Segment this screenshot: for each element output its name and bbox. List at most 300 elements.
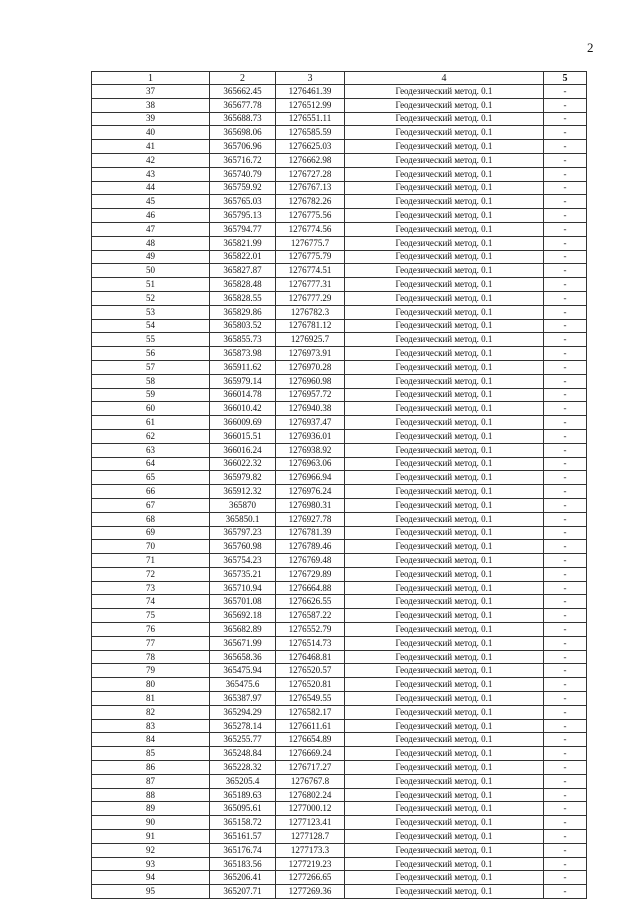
method-accuracy-cell: Геодезический метод. 0.1 bbox=[345, 416, 544, 430]
x-coordinate-cell: 365698.06 bbox=[210, 126, 276, 140]
x-coordinate-cell: 365979.82 bbox=[210, 471, 276, 485]
method-accuracy-cell: Геодезический метод. 0.1 bbox=[345, 167, 544, 181]
table-row bbox=[92, 498, 587, 512]
method-accuracy-cell: Геодезический метод. 0.1 bbox=[345, 278, 544, 292]
description-cell: - bbox=[544, 429, 587, 443]
point-number-cell: 50 bbox=[92, 264, 210, 278]
x-coordinate-cell: 365387.97 bbox=[210, 692, 276, 706]
point-number-cell: 54 bbox=[92, 319, 210, 333]
description-cell: - bbox=[544, 416, 587, 430]
y-coordinate-cell: 1276669.24 bbox=[276, 747, 345, 761]
point-number-cell: 39 bbox=[92, 112, 210, 126]
table-row bbox=[92, 402, 587, 416]
method-accuracy-cell: Геодезический метод. 0.1 bbox=[345, 485, 544, 499]
point-number-cell: 87 bbox=[92, 774, 210, 788]
method-accuracy-cell: Геодезический метод. 0.1 bbox=[345, 650, 544, 664]
point-number-cell: 78 bbox=[92, 650, 210, 664]
table-row bbox=[92, 554, 587, 568]
point-number-cell: 74 bbox=[92, 595, 210, 609]
y-coordinate-cell: 1276717.27 bbox=[276, 761, 345, 775]
y-coordinate-cell: 1276781.12 bbox=[276, 319, 345, 333]
point-number-cell: 90 bbox=[92, 816, 210, 830]
description-cell: - bbox=[544, 153, 587, 167]
table-row bbox=[92, 443, 587, 457]
point-number-cell: 48 bbox=[92, 236, 210, 250]
table-row bbox=[92, 705, 587, 719]
x-coordinate-cell: 365294.29 bbox=[210, 705, 276, 719]
method-accuracy-cell: Геодезический метод. 0.1 bbox=[345, 112, 544, 126]
x-coordinate-cell: 365765.03 bbox=[210, 195, 276, 209]
description-cell: - bbox=[544, 374, 587, 388]
description-cell: - bbox=[544, 471, 587, 485]
method-accuracy-cell: Геодезический метод. 0.1 bbox=[345, 374, 544, 388]
description-cell: - bbox=[544, 98, 587, 112]
y-coordinate-cell: 1276552.79 bbox=[276, 623, 345, 637]
table-row bbox=[92, 857, 587, 871]
x-coordinate-cell: 365855.73 bbox=[210, 333, 276, 347]
table-row bbox=[92, 195, 587, 209]
x-coordinate-cell: 365803.52 bbox=[210, 319, 276, 333]
column-header-3: 3 bbox=[276, 72, 345, 85]
point-number-cell: 69 bbox=[92, 526, 210, 540]
table-row bbox=[92, 664, 587, 678]
y-coordinate-cell: 1276774.51 bbox=[276, 264, 345, 278]
y-coordinate-cell: 1276461.39 bbox=[276, 85, 345, 99]
method-accuracy-cell: Геодезический метод. 0.1 bbox=[345, 98, 544, 112]
page-number: 2 bbox=[587, 40, 594, 55]
y-coordinate-cell: 1276777.29 bbox=[276, 291, 345, 305]
table-row bbox=[92, 388, 587, 402]
point-number-cell: 79 bbox=[92, 664, 210, 678]
y-coordinate-cell: 1276512.99 bbox=[276, 98, 345, 112]
table-row bbox=[92, 526, 587, 540]
y-coordinate-cell: 1276938.92 bbox=[276, 443, 345, 457]
method-accuracy-cell: Геодезический метод. 0.1 bbox=[345, 871, 544, 885]
method-accuracy-cell: Геодезический метод. 0.1 bbox=[345, 554, 544, 568]
x-coordinate-cell: 365794.77 bbox=[210, 222, 276, 236]
method-accuracy-cell: Геодезический метод. 0.1 bbox=[345, 719, 544, 733]
method-accuracy-cell: Геодезический метод. 0.1 bbox=[345, 181, 544, 195]
table-row bbox=[92, 733, 587, 747]
y-coordinate-cell: 1276976.24 bbox=[276, 485, 345, 499]
description-cell: - bbox=[544, 554, 587, 568]
description-cell: - bbox=[544, 857, 587, 871]
point-number-cell: 67 bbox=[92, 498, 210, 512]
table-row bbox=[92, 429, 587, 443]
table-row bbox=[92, 291, 587, 305]
point-number-cell: 55 bbox=[92, 333, 210, 347]
x-coordinate-cell: 365205.4 bbox=[210, 774, 276, 788]
y-coordinate-cell: 1276782.3 bbox=[276, 305, 345, 319]
point-number-cell: 40 bbox=[92, 126, 210, 140]
table-header bbox=[92, 72, 587, 85]
method-accuracy-cell: Геодезический метод. 0.1 bbox=[345, 140, 544, 154]
y-coordinate-cell: 1276587.22 bbox=[276, 609, 345, 623]
table-row bbox=[92, 609, 587, 623]
description-cell: - bbox=[544, 843, 587, 857]
y-coordinate-cell: 1276970.28 bbox=[276, 360, 345, 374]
y-coordinate-cell: 1276585.59 bbox=[276, 126, 345, 140]
method-accuracy-cell: Геодезический метод. 0.1 bbox=[345, 540, 544, 554]
y-coordinate-cell: 1276625.03 bbox=[276, 140, 345, 154]
column-header-1: 1 bbox=[92, 72, 210, 85]
point-number-cell: 56 bbox=[92, 347, 210, 361]
description-cell: - bbox=[544, 167, 587, 181]
point-number-cell: 81 bbox=[92, 692, 210, 706]
table-row bbox=[92, 623, 587, 637]
description-cell: - bbox=[544, 761, 587, 775]
method-accuracy-cell: Геодезический метод. 0.1 bbox=[345, 788, 544, 802]
method-accuracy-cell: Геодезический метод. 0.1 bbox=[345, 664, 544, 678]
x-coordinate-cell: 365161.57 bbox=[210, 830, 276, 844]
point-number-cell: 45 bbox=[92, 195, 210, 209]
method-accuracy-cell: Геодезический метод. 0.1 bbox=[345, 526, 544, 540]
x-coordinate-cell: 366016.24 bbox=[210, 443, 276, 457]
method-accuracy-cell: Геодезический метод. 0.1 bbox=[345, 816, 544, 830]
table-row bbox=[92, 802, 587, 816]
y-coordinate-cell: 1276781.39 bbox=[276, 526, 345, 540]
table-row bbox=[92, 85, 587, 99]
table-row bbox=[92, 816, 587, 830]
description-cell: - bbox=[544, 609, 587, 623]
description-cell: - bbox=[544, 485, 587, 499]
method-accuracy-cell: Геодезический метод. 0.1 bbox=[345, 153, 544, 167]
method-accuracy-cell: Геодезический метод. 0.1 bbox=[345, 209, 544, 223]
table-row bbox=[92, 222, 587, 236]
method-accuracy-cell: Геодезический метод. 0.1 bbox=[345, 705, 544, 719]
x-coordinate-cell: 365827.87 bbox=[210, 264, 276, 278]
table-row bbox=[92, 843, 587, 857]
header-row bbox=[92, 72, 587, 85]
description-cell: - bbox=[544, 347, 587, 361]
point-number-cell: 37 bbox=[92, 85, 210, 99]
table-row bbox=[92, 98, 587, 112]
y-coordinate-cell: 1277173.3 bbox=[276, 843, 345, 857]
y-coordinate-cell: 1276957.72 bbox=[276, 388, 345, 402]
x-coordinate-cell: 365206.41 bbox=[210, 871, 276, 885]
x-coordinate-cell: 365662.45 bbox=[210, 85, 276, 99]
x-coordinate-cell: 365716.72 bbox=[210, 153, 276, 167]
y-coordinate-cell: 1277128.7 bbox=[276, 830, 345, 844]
method-accuracy-cell: Геодезический метод. 0.1 bbox=[345, 609, 544, 623]
description-cell: - bbox=[544, 402, 587, 416]
y-coordinate-cell: 1276963.06 bbox=[276, 457, 345, 471]
x-coordinate-cell: 365688.73 bbox=[210, 112, 276, 126]
point-number-cell: 53 bbox=[92, 305, 210, 319]
y-coordinate-cell: 1276775.79 bbox=[276, 250, 345, 264]
description-cell: - bbox=[544, 830, 587, 844]
method-accuracy-cell: Геодезический метод. 0.1 bbox=[345, 512, 544, 526]
table-row bbox=[92, 264, 587, 278]
method-accuracy-cell: Геодезический метод. 0.1 bbox=[345, 333, 544, 347]
description-cell: - bbox=[544, 636, 587, 650]
y-coordinate-cell: 1276520.57 bbox=[276, 664, 345, 678]
point-number-cell: 49 bbox=[92, 250, 210, 264]
method-accuracy-cell: Геодезический метод. 0.1 bbox=[345, 692, 544, 706]
y-coordinate-cell: 1276775.7 bbox=[276, 236, 345, 250]
point-number-cell: 63 bbox=[92, 443, 210, 457]
y-coordinate-cell: 1276960.98 bbox=[276, 374, 345, 388]
description-cell: - bbox=[544, 360, 587, 374]
description-cell: - bbox=[544, 250, 587, 264]
y-coordinate-cell: 1276582.17 bbox=[276, 705, 345, 719]
method-accuracy-cell: Геодезический метод. 0.1 bbox=[345, 498, 544, 512]
y-coordinate-cell: 1276551.11 bbox=[276, 112, 345, 126]
x-coordinate-cell: 365821.99 bbox=[210, 236, 276, 250]
x-coordinate-cell: 365759.92 bbox=[210, 181, 276, 195]
method-accuracy-cell: Геодезический метод. 0.1 bbox=[345, 595, 544, 609]
table-row bbox=[92, 140, 587, 154]
point-number-cell: 73 bbox=[92, 581, 210, 595]
x-coordinate-cell: 365795.13 bbox=[210, 209, 276, 223]
table-row bbox=[92, 761, 587, 775]
x-coordinate-cell: 365248.84 bbox=[210, 747, 276, 761]
x-coordinate-cell: 365658.36 bbox=[210, 650, 276, 664]
point-number-cell: 71 bbox=[92, 554, 210, 568]
x-coordinate-cell: 365828.48 bbox=[210, 278, 276, 292]
description-cell: - bbox=[544, 678, 587, 692]
method-accuracy-cell: Геодезический метод. 0.1 bbox=[345, 236, 544, 250]
table-row bbox=[92, 374, 587, 388]
method-accuracy-cell: Геодезический метод. 0.1 bbox=[345, 747, 544, 761]
description-cell: - bbox=[544, 802, 587, 816]
method-accuracy-cell: Геодезический метод. 0.1 bbox=[345, 733, 544, 747]
y-coordinate-cell: 1276520.81 bbox=[276, 678, 345, 692]
x-coordinate-cell: 365176.74 bbox=[210, 843, 276, 857]
table-row bbox=[92, 567, 587, 581]
y-coordinate-cell: 1276980.31 bbox=[276, 498, 345, 512]
description-cell: - bbox=[544, 278, 587, 292]
x-coordinate-cell: 365701.08 bbox=[210, 595, 276, 609]
table-row bbox=[92, 830, 587, 844]
y-coordinate-cell: 1276468.81 bbox=[276, 650, 345, 664]
x-coordinate-cell: 365475.6 bbox=[210, 678, 276, 692]
column-header-4: 4 bbox=[345, 72, 544, 85]
point-number-cell: 42 bbox=[92, 153, 210, 167]
point-number-cell: 58 bbox=[92, 374, 210, 388]
description-cell: - bbox=[544, 333, 587, 347]
x-coordinate-cell: 365475.94 bbox=[210, 664, 276, 678]
point-number-cell: 83 bbox=[92, 719, 210, 733]
point-number-cell: 51 bbox=[92, 278, 210, 292]
table-row bbox=[92, 636, 587, 650]
coordinates-table bbox=[91, 71, 587, 899]
description-cell: - bbox=[544, 388, 587, 402]
description-cell: - bbox=[544, 85, 587, 99]
table-row bbox=[92, 333, 587, 347]
description-cell: - bbox=[544, 774, 587, 788]
table-row bbox=[92, 719, 587, 733]
method-accuracy-cell: Геодезический метод. 0.1 bbox=[345, 291, 544, 305]
table-row bbox=[92, 167, 587, 181]
description-cell: - bbox=[544, 512, 587, 526]
method-accuracy-cell: Геодезический метод. 0.1 bbox=[345, 830, 544, 844]
method-accuracy-cell: Геодезический метод. 0.1 bbox=[345, 443, 544, 457]
method-accuracy-cell: Геодезический метод. 0.1 bbox=[345, 429, 544, 443]
table-row bbox=[92, 747, 587, 761]
point-number-cell: 68 bbox=[92, 512, 210, 526]
x-coordinate-cell: 365829.86 bbox=[210, 305, 276, 319]
table-row bbox=[92, 153, 587, 167]
x-coordinate-cell: 366014.78 bbox=[210, 388, 276, 402]
y-coordinate-cell: 1276662.98 bbox=[276, 153, 345, 167]
x-coordinate-cell: 365760.98 bbox=[210, 540, 276, 554]
description-cell: - bbox=[544, 126, 587, 140]
y-coordinate-cell: 1276927.78 bbox=[276, 512, 345, 526]
x-coordinate-cell: 365873.98 bbox=[210, 347, 276, 361]
y-coordinate-cell: 1276767.13 bbox=[276, 181, 345, 195]
description-cell: - bbox=[544, 264, 587, 278]
description-cell: - bbox=[544, 526, 587, 540]
point-number-cell: 59 bbox=[92, 388, 210, 402]
description-cell: - bbox=[544, 885, 587, 899]
y-coordinate-cell: 1276769.48 bbox=[276, 554, 345, 568]
x-coordinate-cell: 365692.18 bbox=[210, 609, 276, 623]
point-number-cell: 77 bbox=[92, 636, 210, 650]
description-cell: - bbox=[544, 140, 587, 154]
x-coordinate-cell: 365706.96 bbox=[210, 140, 276, 154]
method-accuracy-cell: Геодезический метод. 0.1 bbox=[345, 857, 544, 871]
method-accuracy-cell: Геодезический метод. 0.1 bbox=[345, 360, 544, 374]
y-coordinate-cell: 1276514.73 bbox=[276, 636, 345, 650]
point-number-cell: 86 bbox=[92, 761, 210, 775]
table-row bbox=[92, 692, 587, 706]
x-coordinate-cell: 365095.61 bbox=[210, 802, 276, 816]
y-coordinate-cell: 1277269.36 bbox=[276, 885, 345, 899]
x-coordinate-cell: 365870 bbox=[210, 498, 276, 512]
x-coordinate-cell: 365189.63 bbox=[210, 788, 276, 802]
description-cell: - bbox=[544, 871, 587, 885]
table-row bbox=[92, 112, 587, 126]
description-cell: - bbox=[544, 705, 587, 719]
y-coordinate-cell: 1276727.28 bbox=[276, 167, 345, 181]
x-coordinate-cell: 365228.32 bbox=[210, 761, 276, 775]
x-coordinate-cell: 365911.62 bbox=[210, 360, 276, 374]
description-cell: - bbox=[544, 816, 587, 830]
method-accuracy-cell: Геодезический метод. 0.1 bbox=[345, 802, 544, 816]
x-coordinate-cell: 366022.32 bbox=[210, 457, 276, 471]
y-coordinate-cell: 1276729.89 bbox=[276, 567, 345, 581]
method-accuracy-cell: Геодезический метод. 0.1 bbox=[345, 319, 544, 333]
point-number-cell: 61 bbox=[92, 416, 210, 430]
table-row bbox=[92, 595, 587, 609]
description-cell: - bbox=[544, 650, 587, 664]
description-cell: - bbox=[544, 567, 587, 581]
description-cell: - bbox=[544, 209, 587, 223]
y-coordinate-cell: 1276936.01 bbox=[276, 429, 345, 443]
point-number-cell: 94 bbox=[92, 871, 210, 885]
point-number-cell: 82 bbox=[92, 705, 210, 719]
y-coordinate-cell: 1276937.47 bbox=[276, 416, 345, 430]
table-row bbox=[92, 250, 587, 264]
x-coordinate-cell: 365797.23 bbox=[210, 526, 276, 540]
x-coordinate-cell: 365207.71 bbox=[210, 885, 276, 899]
point-number-cell: 46 bbox=[92, 209, 210, 223]
description-cell: - bbox=[544, 664, 587, 678]
y-coordinate-cell: 1276925.7 bbox=[276, 333, 345, 347]
method-accuracy-cell: Геодезический метод. 0.1 bbox=[345, 581, 544, 595]
y-coordinate-cell: 1276611.61 bbox=[276, 719, 345, 733]
method-accuracy-cell: Геодезический метод. 0.1 bbox=[345, 402, 544, 416]
table-row bbox=[92, 471, 587, 485]
y-coordinate-cell: 1276664.88 bbox=[276, 581, 345, 595]
description-cell: - bbox=[544, 443, 587, 457]
point-number-cell: 95 bbox=[92, 885, 210, 899]
description-cell: - bbox=[544, 581, 587, 595]
table-row bbox=[92, 512, 587, 526]
description-cell: - bbox=[544, 112, 587, 126]
description-cell: - bbox=[544, 623, 587, 637]
x-coordinate-cell: 365677.78 bbox=[210, 98, 276, 112]
column-header-5: 5 bbox=[544, 72, 587, 85]
method-accuracy-cell: Геодезический метод. 0.1 bbox=[345, 388, 544, 402]
description-cell: - bbox=[544, 457, 587, 471]
table-row bbox=[92, 678, 587, 692]
description-cell: - bbox=[544, 595, 587, 609]
y-coordinate-cell: 1276940.38 bbox=[276, 402, 345, 416]
table-row bbox=[92, 774, 587, 788]
description-cell: - bbox=[544, 540, 587, 554]
x-coordinate-cell: 365754.23 bbox=[210, 554, 276, 568]
method-accuracy-cell: Геодезический метод. 0.1 bbox=[345, 264, 544, 278]
table-row bbox=[92, 788, 587, 802]
point-number-cell: 65 bbox=[92, 471, 210, 485]
table-row bbox=[92, 885, 587, 899]
point-number-cell: 76 bbox=[92, 623, 210, 637]
table-row bbox=[92, 278, 587, 292]
point-number-cell: 57 bbox=[92, 360, 210, 374]
description-cell: - bbox=[544, 195, 587, 209]
y-coordinate-cell: 1277219.23 bbox=[276, 857, 345, 871]
x-coordinate-cell: 365278.14 bbox=[210, 719, 276, 733]
x-coordinate-cell: 365912.32 bbox=[210, 485, 276, 499]
y-coordinate-cell: 1276774.56 bbox=[276, 222, 345, 236]
table-row bbox=[92, 236, 587, 250]
method-accuracy-cell: Геодезический метод. 0.1 bbox=[345, 250, 544, 264]
table-row bbox=[92, 209, 587, 223]
method-accuracy-cell: Геодезический метод. 0.1 bbox=[345, 843, 544, 857]
y-coordinate-cell: 1276626.55 bbox=[276, 595, 345, 609]
table-row bbox=[92, 126, 587, 140]
x-coordinate-cell: 365158.72 bbox=[210, 816, 276, 830]
x-coordinate-cell: 365822.01 bbox=[210, 250, 276, 264]
description-cell: - bbox=[544, 222, 587, 236]
table-row bbox=[92, 360, 587, 374]
point-number-cell: 60 bbox=[92, 402, 210, 416]
table-row bbox=[92, 319, 587, 333]
description-cell: - bbox=[544, 319, 587, 333]
y-coordinate-cell: 1276775.56 bbox=[276, 209, 345, 223]
point-number-cell: 75 bbox=[92, 609, 210, 623]
x-coordinate-cell: 366015.51 bbox=[210, 429, 276, 443]
description-cell: - bbox=[544, 305, 587, 319]
method-accuracy-cell: Геодезический метод. 0.1 bbox=[345, 761, 544, 775]
point-number-cell: 80 bbox=[92, 678, 210, 692]
y-coordinate-cell: 1276549.55 bbox=[276, 692, 345, 706]
description-cell: - bbox=[544, 788, 587, 802]
description-cell: - bbox=[544, 236, 587, 250]
x-coordinate-cell: 365735.21 bbox=[210, 567, 276, 581]
table-body bbox=[92, 85, 587, 899]
description-cell: - bbox=[544, 733, 587, 747]
x-coordinate-cell: 365740.79 bbox=[210, 167, 276, 181]
point-number-cell: 92 bbox=[92, 843, 210, 857]
method-accuracy-cell: Геодезический метод. 0.1 bbox=[345, 305, 544, 319]
method-accuracy-cell: Геодезический метод. 0.1 bbox=[345, 85, 544, 99]
point-number-cell: 84 bbox=[92, 733, 210, 747]
table-row bbox=[92, 650, 587, 664]
method-accuracy-cell: Геодезический метод. 0.1 bbox=[345, 126, 544, 140]
